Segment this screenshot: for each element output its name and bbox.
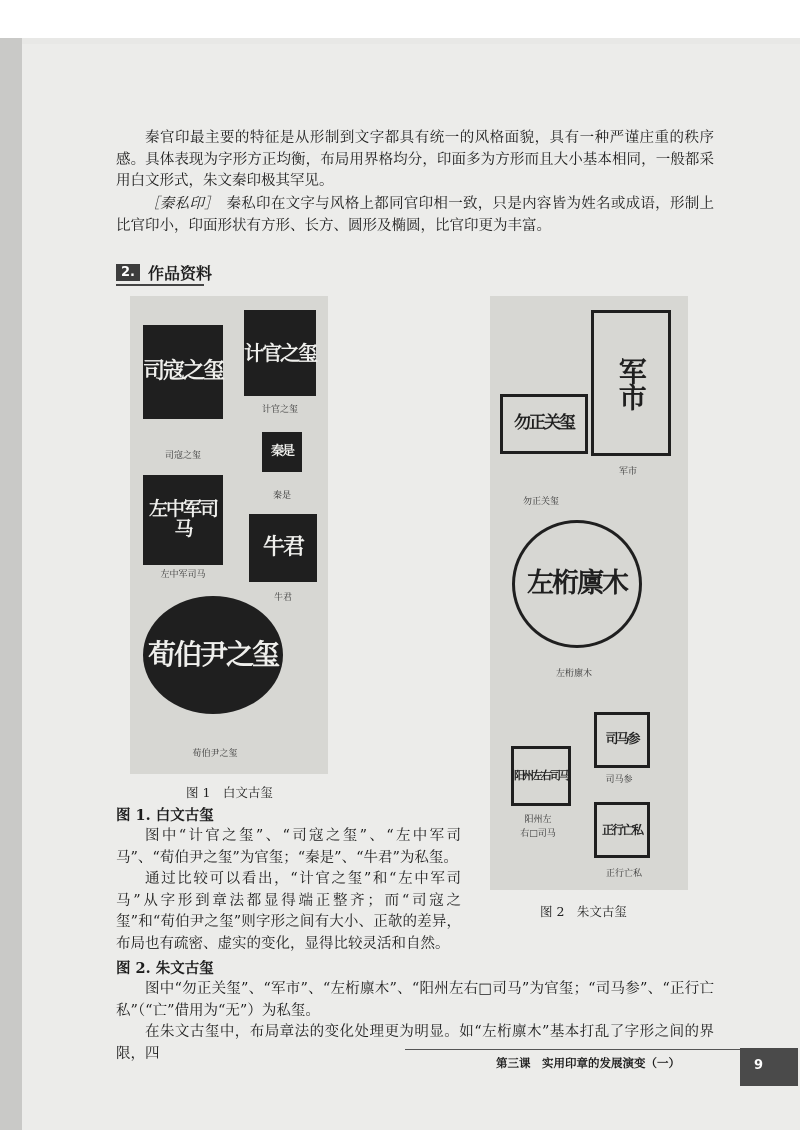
note-fig2-paragraph2: 在朱文古玺中，布局章法的变化处理更为明显。如“左桁廪木”基本打乱了字形之间的界限，四 [116,1024,714,1062]
seal-label: 正行亡私 [605,869,642,879]
seal-jiguan-zhixi: 计官之玺 [244,310,316,396]
seal-label: 左中军司马 [160,570,206,580]
seal-label: 阳州左 [524,815,552,825]
seal-zhengxing-wangsi: 正行亡私 [594,802,650,858]
seal-label: 左桁廪木 [555,669,592,679]
running-footer: 第三课 实用印章的发展演变（一） [496,1056,680,1070]
seal-zuozhongjun-sima: 左中军司马 [143,475,223,565]
paragraph-qin-official-seals: 秦官印最主要的特征是从形制到文字都具有统一的风格面貌，具有一种严谨庄重的秩序感。具体表现为字形方正均衡，布局用界格均分，印面多为方形而且大小基本相同，一般都采用白文形式，朱文秦印极其罕见。 [116,130,714,189]
seal-sima-can: 司马参 [594,712,650,768]
seal-label: 勿正关玺 [522,497,559,507]
note-heading-fig2: 图 2. 朱文古玺 [116,960,214,977]
seal-xunboyin-zhixi: 荀伯尹之玺 [143,596,283,714]
section-underline [116,284,204,286]
seal-niujun: 牛君 [249,514,317,582]
section-heading [116,260,212,284]
tag-qin-private-seal: ［秦私印］ [145,196,212,212]
seal-label: 司寇之玺 [164,451,201,461]
page-edge-shadow [0,38,22,1130]
seal-label: 计官之玺 [261,405,298,415]
seal-label: 牛君 [273,593,292,603]
seal-yangzhou-zuoyou-sima: 阳州左右司马 [511,746,571,806]
note-fig1-paragraph1: 图中“计官之玺”、“司寇之玺”、“左中军司马”、“荀伯尹之玺”为官玺；“秦是”、“牛君”为私玺。 [116,828,461,866]
section-number: 2. [116,264,140,281]
page-number-tab [740,1048,798,1086]
note-fig2-paragraph1: 图中“勿正关玺”、“军市”、“左桁廪木”、“阳州左右□司马”为官玺；“司马参”、“正行亡私”（“亡”借用为“无”）为私玺。 [116,981,714,1019]
figure1-caption: 图 1 白文古玺 [186,785,273,800]
seal-qinshi: 秦是 [262,432,302,472]
seal-label: 荀伯尹之玺 [192,749,238,759]
paragraph-qin-private-seals [116,194,714,237]
seal-zuohang-linmu: 左桁廪木 [512,520,642,648]
seal-sikou-zhixi: 司寇之玺 [143,325,223,419]
seal-label: 军市 [618,467,637,477]
seal-label: 右□司马 [520,829,556,839]
seal-label: 司马参 [605,775,633,785]
note-heading-fig1: 图 1. 白文古玺 [116,807,214,824]
seal-wuzhengguan-xi: 勿正关玺 [500,394,588,454]
section-title: 作品资料 [147,263,212,283]
footer-rule [405,1049,745,1050]
seal-label: 秦是 [272,491,291,501]
figure2-caption: 图 2 朱文古玺 [540,904,627,919]
seal-junshi: 军市 [591,310,671,456]
page-number: 9 [754,1058,764,1073]
paragraph-qin-private-seals-text: 秦私印在文字与风格上都同官印相一致，只是内容皆为姓名或成语，形制上比官印小，印面形状有方形、长方、圆形及椭圆，比官印更为丰富。 [116,196,715,234]
note-fig1-paragraph2: 通过比较可以看出，“计官之玺”和“左中军司马”从字形到章法都显得端正整齐；而“司寇之玺”和“荀伯尹之玺”则字形之间有大小、正欹的差异，布局也有疏密、虚实的变化，显得比较灵活和自然。 [116,871,461,952]
